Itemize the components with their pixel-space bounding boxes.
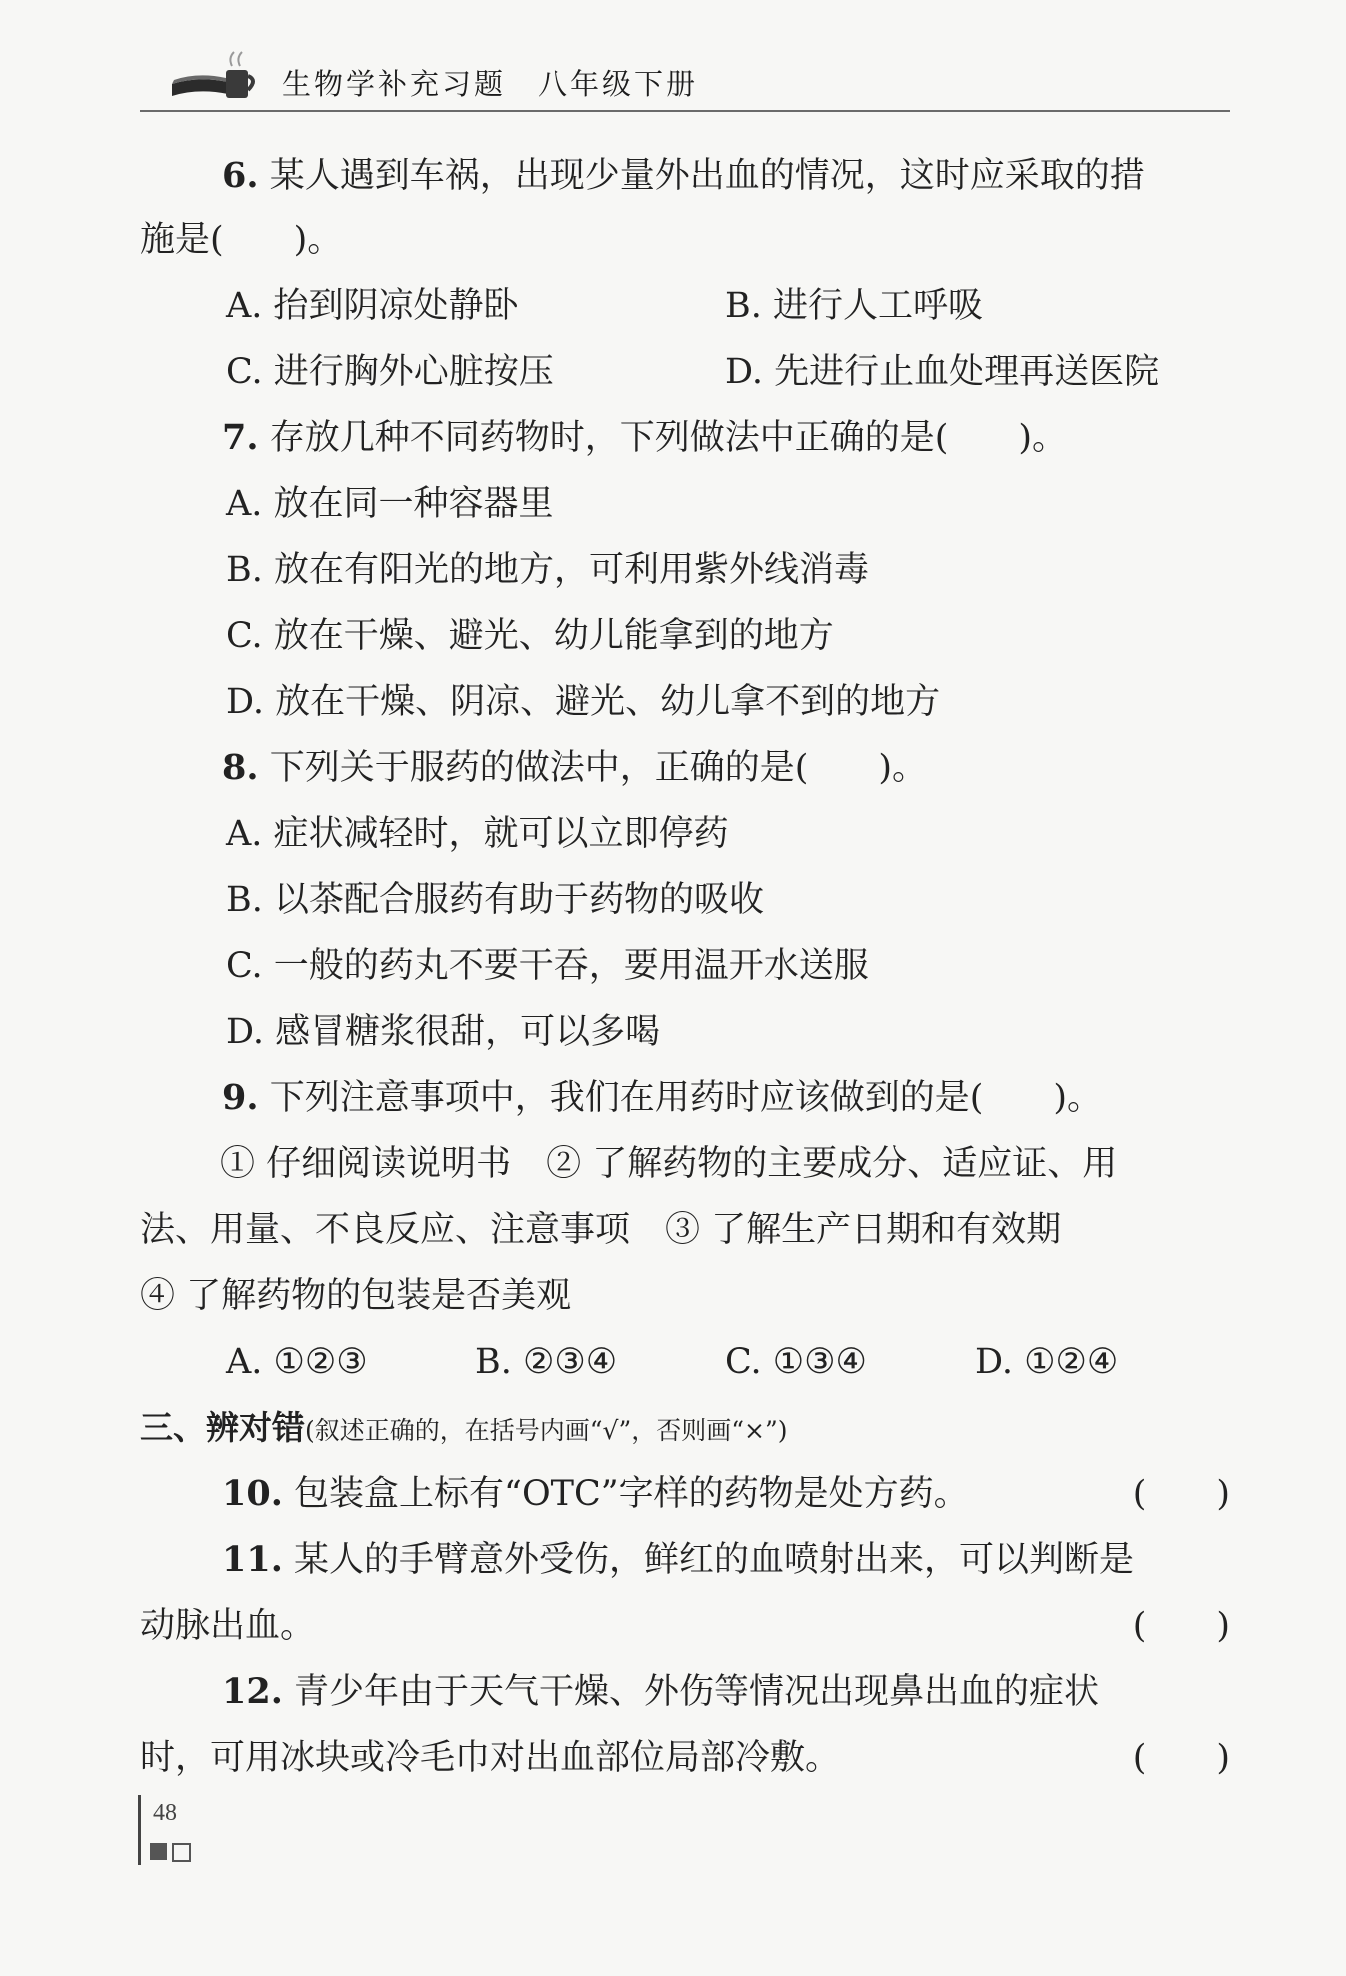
q9-option-a: A. ①②③ [226,1342,368,1382]
q9-stem: 9. 下列注意事项中，我们在用药时应该做到的是( )。 [222,1077,1102,1118]
q6-option-d: D. 先进行止血处理再送医院 [725,352,1160,392]
q8-option-b: B. 以茶配合服药有助于药物的吸收 [226,880,764,920]
q6-stem-line1: 6. 某人遇到车祸，出现少量外出血的情况，这时应采取的措 [222,155,1145,196]
q9-items-line2: 法、用量、不良反应、注意事项 ③ 了解生产日期和有效期 [140,1210,1062,1250]
footer-bar [138,1795,141,1865]
q6-option-c: C. 进行胸外心脏按压 [226,352,554,392]
q11-number: 11. [222,1539,283,1580]
q7-stem: 7. 存放几种不同药物时，下列做法中正确的是( )。 [222,417,1067,458]
q8-option-a: A. 症状减轻时，就可以立即停药 [226,814,729,854]
q9-option-d: D. ①②④ [975,1342,1119,1382]
q8-option-d: D. 感冒糖浆很甜，可以多喝 [226,1012,661,1052]
q8-option-c: C. 一般的药丸不要干吞，要用温开水送服 [226,946,869,986]
q7-number: 7. [222,417,259,458]
q9-number: 9. [222,1077,259,1118]
q7-option-b: B. 放在有阳光的地方，可利用紫外线消毒 [226,550,869,590]
page-number: 48 [153,1800,177,1826]
q12-answer-blank: ( ) [1132,1738,1230,1778]
q9-option-c: C. ①③④ [725,1342,867,1382]
empty-square-icon [172,1843,191,1862]
q7-option-c: C. 放在干燥、避光、幼儿能拿到的地方 [226,616,834,656]
q12-number: 12. [222,1671,283,1712]
q12-statement-line2: 时，可用冰块或冷毛巾对出血部位局部冷敷。 ( ) [140,1738,1230,1778]
q10-number: 10. [222,1473,283,1514]
header-rule [140,110,1230,112]
q12-statement-line1: 12. 青少年由于天气干燥、外伤等情况出现鼻出血的症状 [222,1671,1100,1712]
q9-items-line3: ④ 了解药物的包装是否美观 [140,1276,572,1316]
q6-number: 6. [222,155,259,196]
q6-option-a: A. 抬到阴凉处静卧 [226,286,519,326]
q9-items-line1: ① 仔细阅读说明书 ② 了解药物的主要成分、适应证、用 [220,1144,1118,1184]
q11-answer-blank: ( ) [1132,1606,1230,1646]
q6-options-row1 [140,284,1316,328]
q9-option-b: B. ②③④ [475,1342,618,1382]
q8-number: 8. [222,747,259,788]
q6-options-row2 [140,350,1316,394]
section-instruction: (叙述正确的，在括号内画“√”，否则画“×”) [305,1416,788,1445]
q10-answer-blank: ( ) [1132,1474,1230,1514]
q11-statement-line1: 11. 某人的手臂意外受伤，鲜红的血喷射出来，可以判断是 [222,1539,1135,1580]
section-title: 三、辨对错 [140,1408,305,1447]
q6-option-b: B. 进行人工呼吸 [725,286,983,326]
q6-stem-line2: 施是( )。 [140,220,343,260]
filled-square-icon [150,1843,167,1860]
section-heading [140,1406,1230,1453]
book-and-cup-icon [168,50,258,106]
q11-statement-line2: 动脉出血。 ( ) [140,1606,1230,1646]
q7-option-a: A. 放在同一种容器里 [226,484,554,524]
running-header-title: 生物学补充习题 八年级下册 [282,67,699,101]
q8-stem: 8. 下列关于服药的做法中，正确的是( )。 [222,747,927,788]
q7-option-d: D. 放在干燥、阴凉、避光、幼儿拿不到的地方 [226,682,941,722]
q10-statement: 10. 包装盒上标有“OTC”字样的药物是处方药。 ( ) [222,1473,1230,1514]
